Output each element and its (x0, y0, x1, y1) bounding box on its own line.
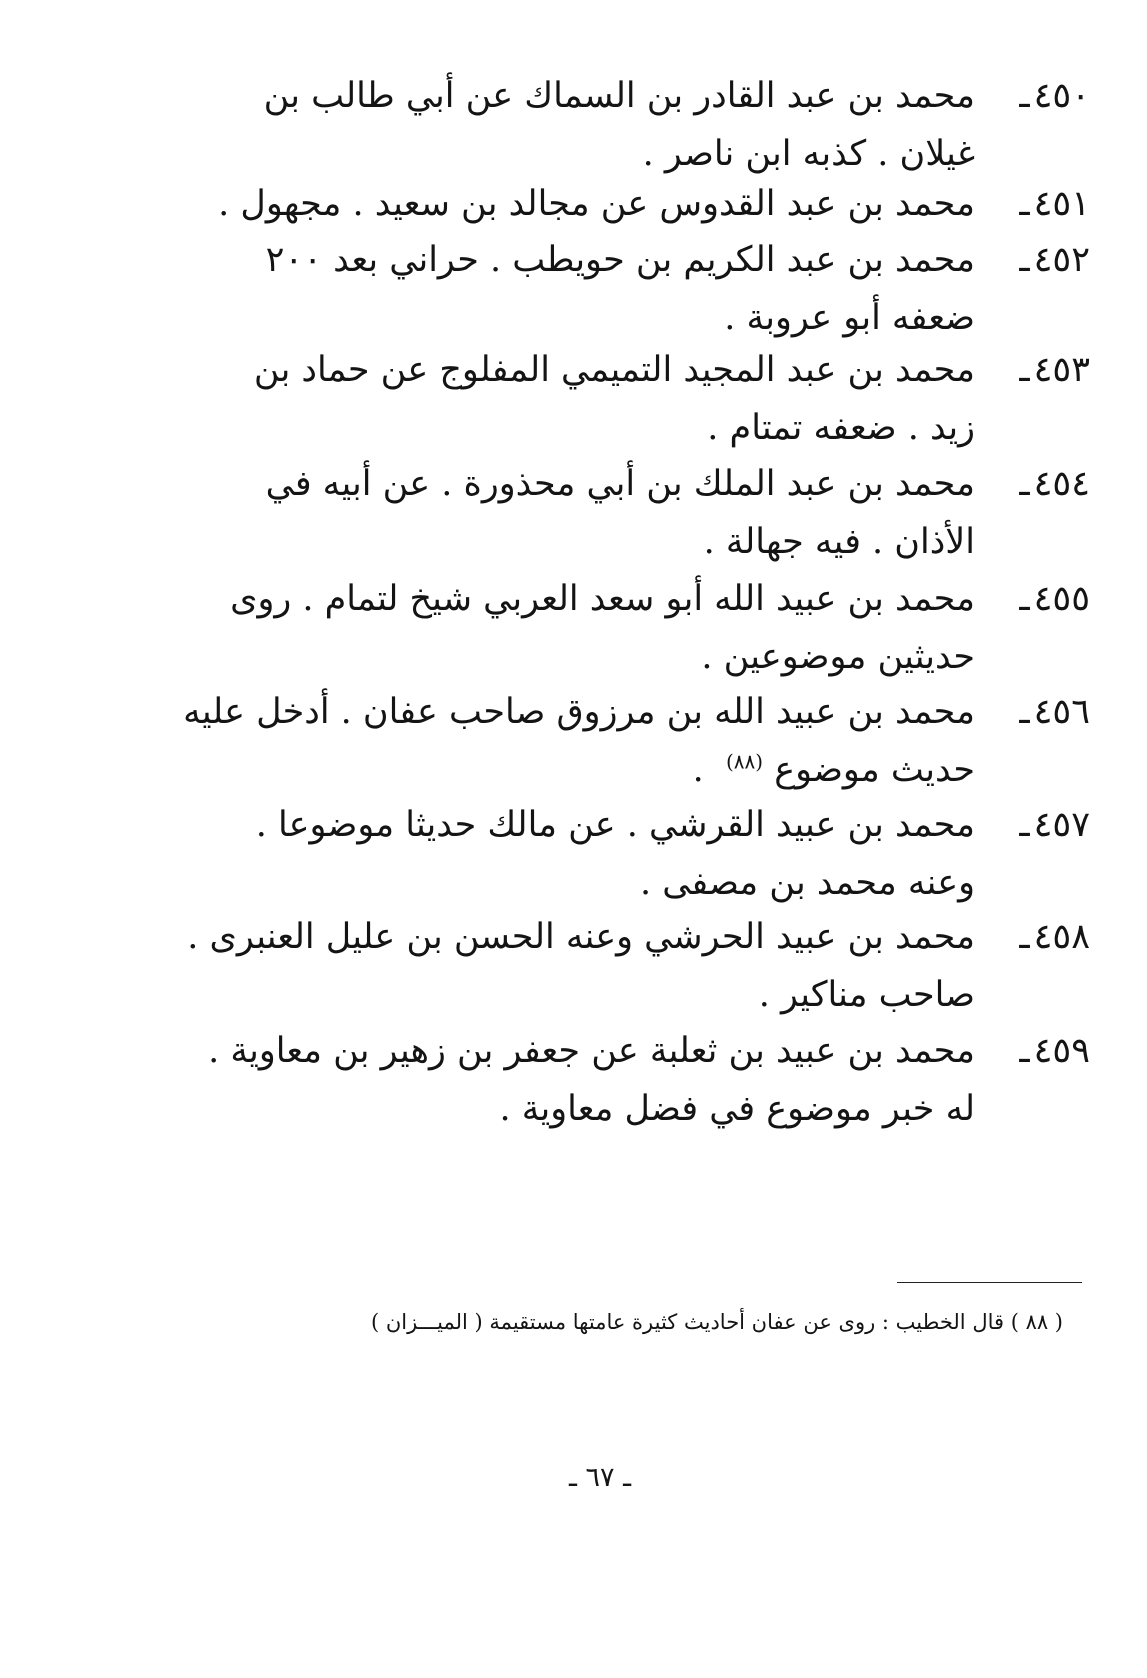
entry-number: ٤٥٤ـ (1019, 464, 1090, 504)
entry-number: ٤٥٥ـ (1019, 579, 1090, 619)
entry-number: ٤٥٧ـ (1019, 805, 1090, 845)
entry-455 (200, 570, 1090, 686)
entry-text-continuation: ضعفه أبو عروبة . (724, 298, 975, 338)
entry-456 (183, 683, 1090, 799)
entry-number: ٤٥٦ـ (1019, 692, 1090, 732)
entry-451 (200, 175, 1090, 233)
entry-text-continuation: زيد . ضعفه تمتام . (707, 408, 975, 448)
entry-text: محمد بن عبد الكريم بن حويطب . حراني بعد ٢٠٠ (265, 240, 975, 280)
entry-text: محمد بن عبد القادر بن السماك عن أبي طالب بن (263, 76, 975, 116)
entry-text: محمد بن عبد القدوس عن مجالد بن سعيد . مجهول . (218, 184, 975, 224)
page-number: ـ ٦٧ ـ (568, 1462, 631, 1493)
entry-text-continuation: الأذان . فيه جهالة . (703, 522, 975, 562)
entry-text-continuation: غيلان . كذبه ابن ناصر . (642, 134, 975, 174)
entry-454 (200, 455, 1090, 571)
entry-text-continuation: صاحب مناكير . (758, 975, 975, 1015)
entry-450 (200, 67, 1090, 183)
entry-text: محمد بن عبيد الحرشي وعنه الحسن بن عليل العنبرى . (187, 917, 975, 957)
entry-text-continuation: حديثين موضوعين . (701, 637, 975, 677)
entry-458 (187, 908, 1090, 1024)
entry-text: محمد بن عبيد بن ثعلبة عن جعفر بن زهير بن معاوية . (208, 1031, 975, 1071)
entry-text-continuation-text: حديث موضوع (774, 750, 975, 790)
entry-text: محمد بن عبيد الله بن مرزوق صاحب عفان . أدخل عليه (183, 692, 975, 732)
entry-text: محمد بن عبيد الله أبو سعد العربي شيخ لتمام . روى (230, 579, 975, 619)
footnote-separator (897, 1282, 1082, 1283)
entry-text-continuation: له خبر موضوع في فضل معاوية . (499, 1089, 975, 1129)
entry-number: ٤٥٩ـ (1019, 1031, 1090, 1071)
entry-457 (200, 796, 1090, 912)
entry-number: ٤٥٠ـ (1019, 76, 1090, 116)
entry-number: ٤٥٢ـ (1019, 240, 1090, 280)
footnote-reference[interactable]: (٨٨) (725, 749, 764, 774)
entry-452 (200, 231, 1090, 347)
entry-text: محمد بن عبد الملك بن أبي محذورة . عن أبيه في (265, 464, 975, 504)
entry-number: ٤٥١ـ (1019, 184, 1090, 224)
entry-459 (200, 1022, 1090, 1138)
entry-text-continuation: وعنه محمد بن مصفى . (639, 863, 975, 903)
entry-end-period: . (692, 750, 704, 790)
entry-text: محمد بن عبيد القرشي . عن مالك حديثا موضوعا . (255, 805, 975, 845)
entry-number: ٤٥٨ـ (1019, 917, 1090, 957)
entry-text-continuation (693, 741, 975, 799)
entry-number: ٤٥٣ـ (1019, 350, 1090, 390)
entry-453 (200, 341, 1090, 457)
entry-text: محمد بن عبد المجيد التميمي المفلوج عن حماد بن (253, 350, 975, 390)
footnote: ( ٨٨ ) قال الخطيب : روى عن عفان أحاديث كثيرة عامتها مستقيمة ( الميـــزان ) (371, 1310, 1063, 1334)
